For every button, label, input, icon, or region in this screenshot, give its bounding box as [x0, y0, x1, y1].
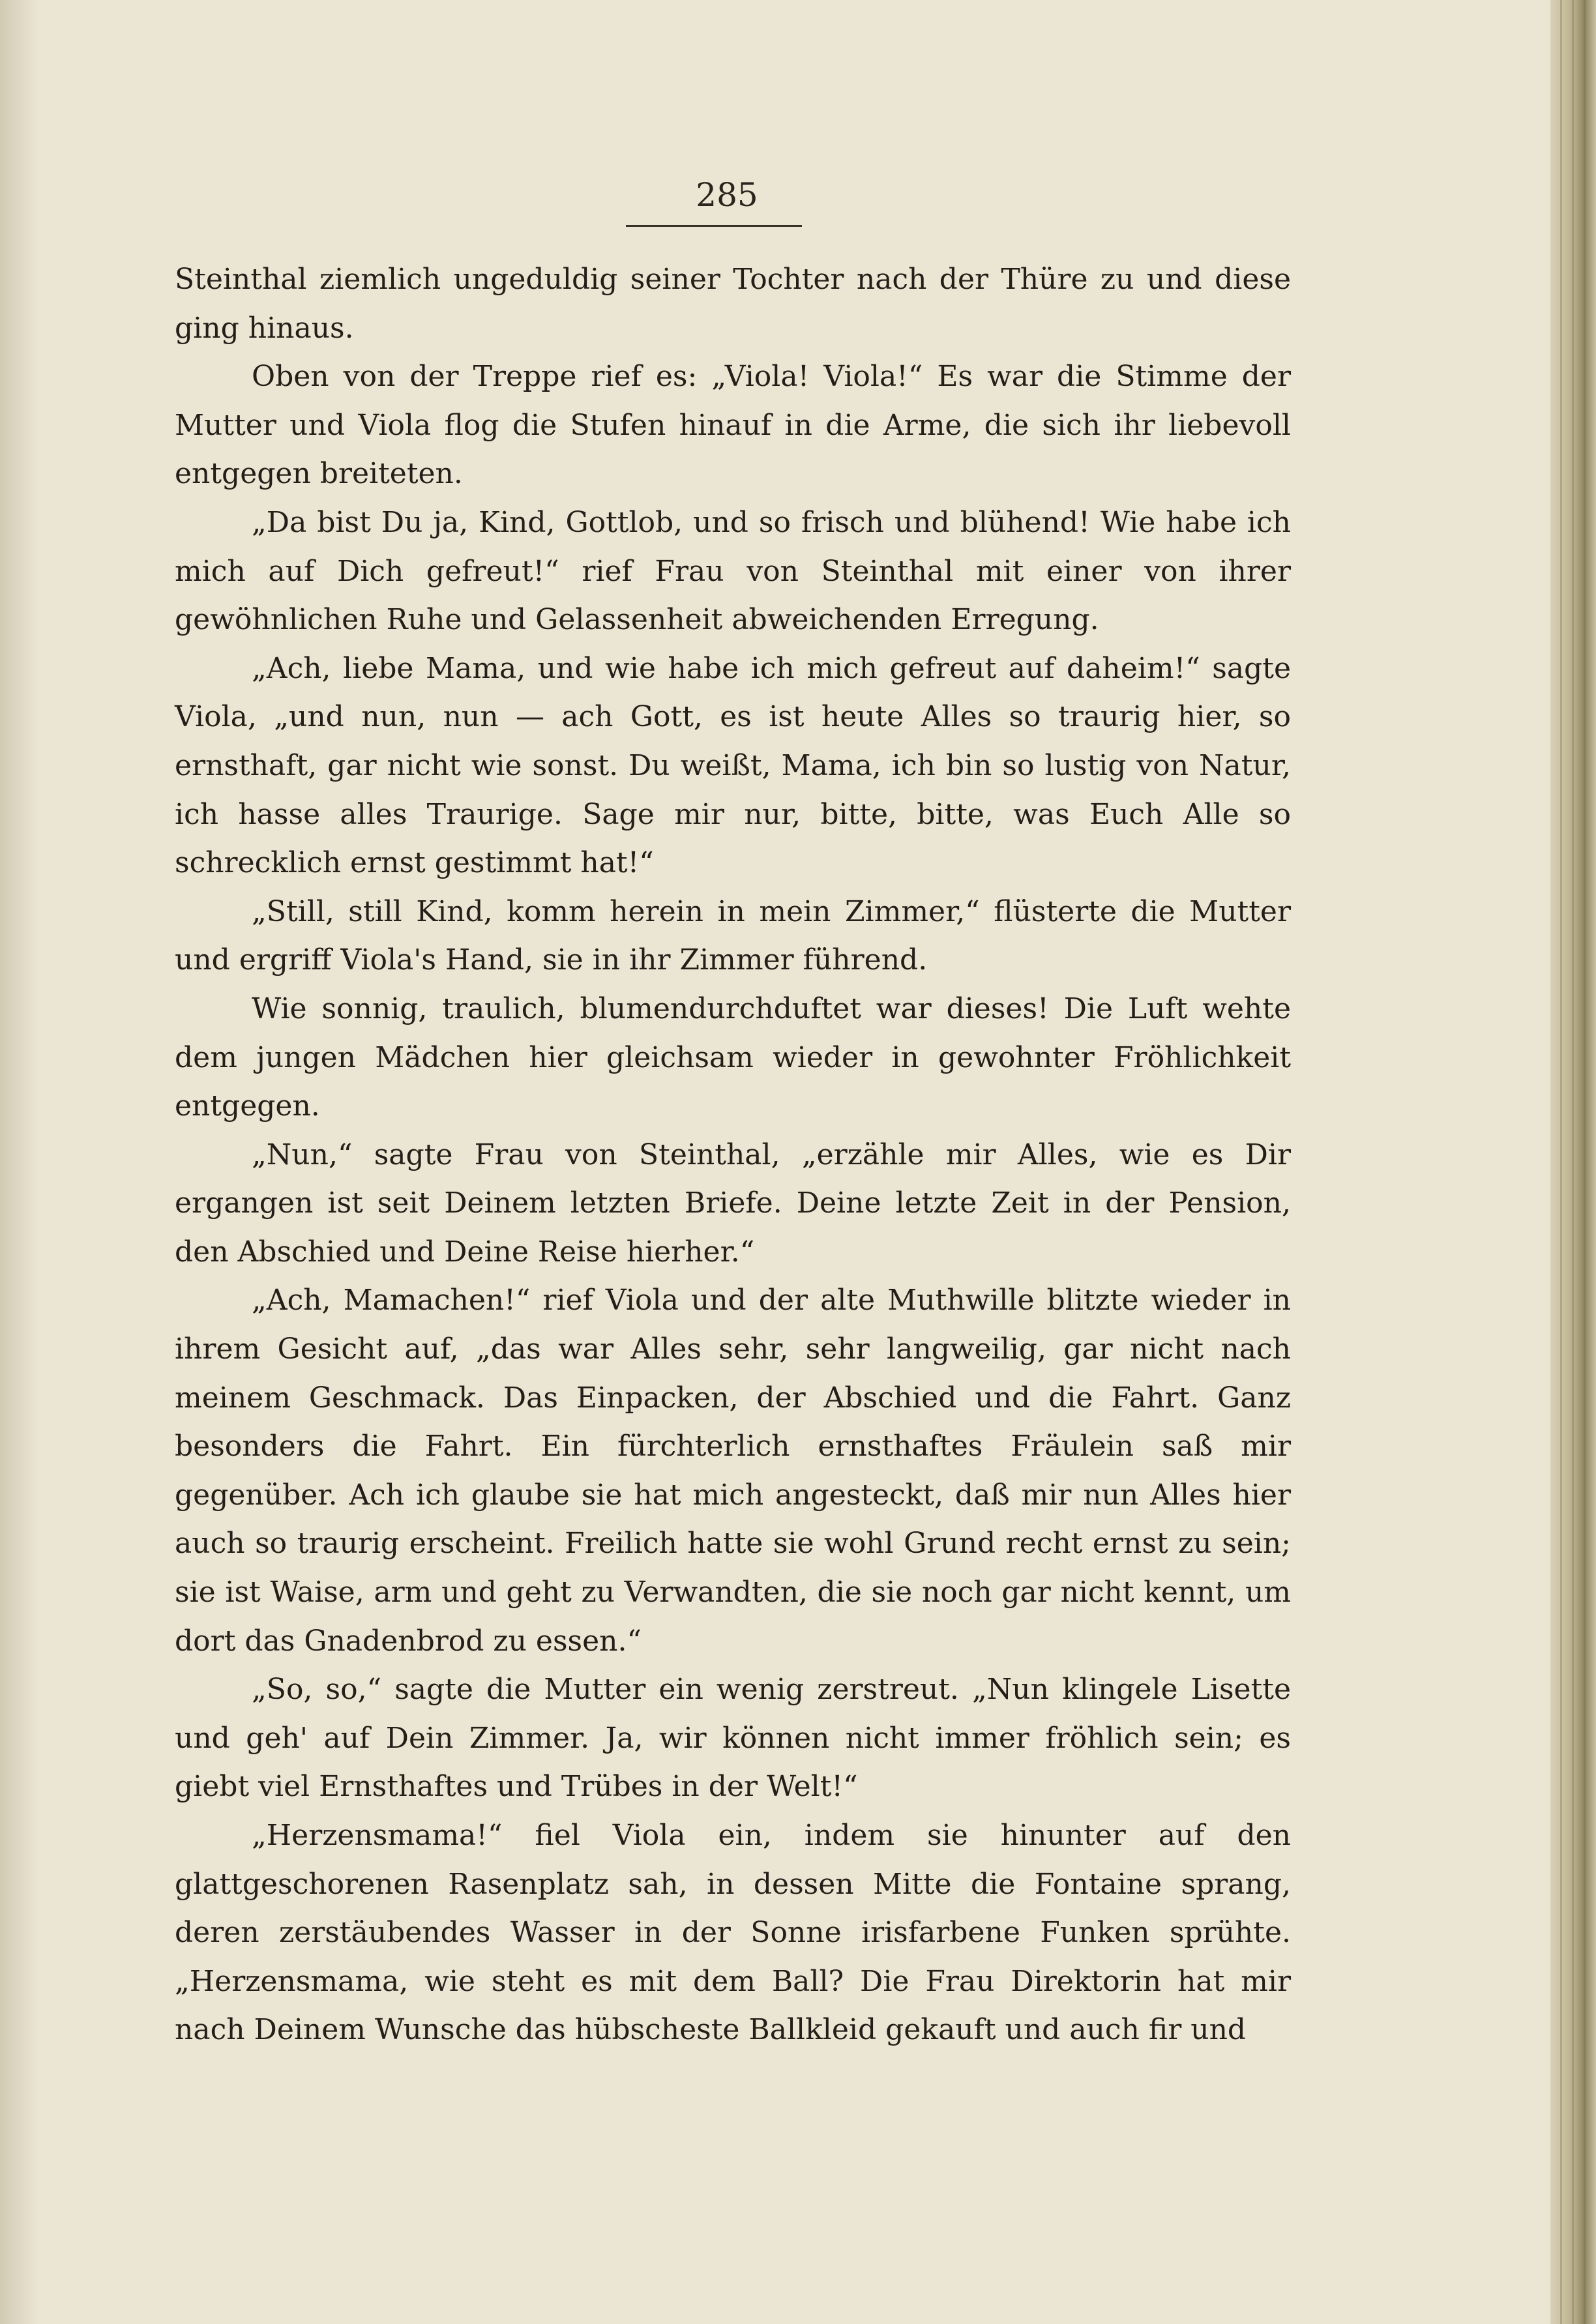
paragraph: „Nun,“ sagte Frau von Steinthal, „erzähle mir Alles, wie es Dir ergangen ist seit Deinem letzten Briefe. Deine letzte Zeit in der Pension, den Abschied und Deine Reise hierher.“ [175, 1138, 1291, 1269]
page-edge-line [1560, 0, 1562, 2324]
paragraph: „Da bist Du ja, Kind, Gottlob, und so frisch und blühend! Wie habe ich mich auf Dich gefreut!“ rief Frau von Steinthal mit einer von ihrer gewöhnlichen Ruhe und Gelassenheit abweichenden Erregung. [175, 505, 1291, 637]
paragraph: „So, so,“ sagte die Mutter ein wenig zerstreut. „Nun klingele Lisette und geh' auf Dein Zimmer. Ja, wir können nicht immer fröhlich sein; es giebt viel Ernsthaftes und Trübes in der Welt!“ [175, 1673, 1291, 1804]
page-number-rule [626, 225, 802, 227]
page-edge-line [1572, 0, 1574, 2324]
paragraph: „Ach, Mamachen!“ rief Viola und der alte Muthwille blitzte wieder in ihrem Gesicht auf, „das war Alles sehr, sehr langweilig, gar nicht nach meinem Geschmack. Das Einpacken, der Abschied und die Fahrt. Ganz besonders die Fahrt. Ein fürchterlich ernsthaftes Fräulein saß mir gegenüber. Ach ich glaube sie hat mich angesteckt, daß mir nun Alles hier auch so traurig erscheint. Freilich hatte sie wohl Grund recht ernst zu sein; sie ist Waise, arm und geht zu Verwandten, die sie noch gar nicht kennt, um dort das Gnadenbrod zu essen.“ [175, 1284, 1291, 1658]
paragraph: „Ach, liebe Mama, und wie habe ich mich gefreut auf daheim!“ sagte Viola, „und nun, nun — ach Gott, es ist heute Alles so traurig hier, so ernsthaft, gar nicht wie sonst. Du weißt, Mama, ich bin so lustig von Natur, ich hasse alles Traurige. Sage mir nur, bitte, bitte, was Euch Alle so schrecklich ernst gestimmt hat!“ [175, 651, 1291, 880]
paragraph: „Still, still Kind, komm herein in mein Zimmer,“ flüsterte die Mutter und ergriff Viola's Hand, sie in ihr Zimmer führend. [175, 894, 1291, 977]
body-text [175, 256, 1291, 2055]
paragraph: Oben von der Treppe rief es: „Viola! Viola!“ Es war die Stimme der Mutter und Viola flog die Stufen hinauf in die Arme, die sich ihr liebevoll entgegen breiteten. [175, 360, 1291, 491]
paragraph: Steinthal ziemlich ungeduldig seiner Tochter nach der Thüre zu und diese ging hinaus. [175, 263, 1291, 345]
page-edge-line [1584, 0, 1586, 2324]
gutter-shadow [0, 0, 39, 2324]
paragraph: „Herzensmama!“ fiel Viola ein, indem sie hinunter auf den glattgeschorenen Rasenplatz sah, in dessen Mitte die Fontaine sprang, deren zerstäubendes Wasser in der Sonne irisfarbene Funken sprühte. „Herzensmama, wie steht es mit dem Ball? Die Frau Direktorin hat mir nach Deinem Wunsche das hübscheste Ballkleid gekauft und auch fir und [175, 1819, 1291, 2047]
page-number: 285 [696, 176, 758, 214]
paragraph: Wie sonnig, traulich, blumendurchduftet war dieses! Die Luft wehte dem jungen Mädchen hier gleichsam wieder in gewohnter Fröhlichkeit entgegen. [175, 992, 1291, 1123]
